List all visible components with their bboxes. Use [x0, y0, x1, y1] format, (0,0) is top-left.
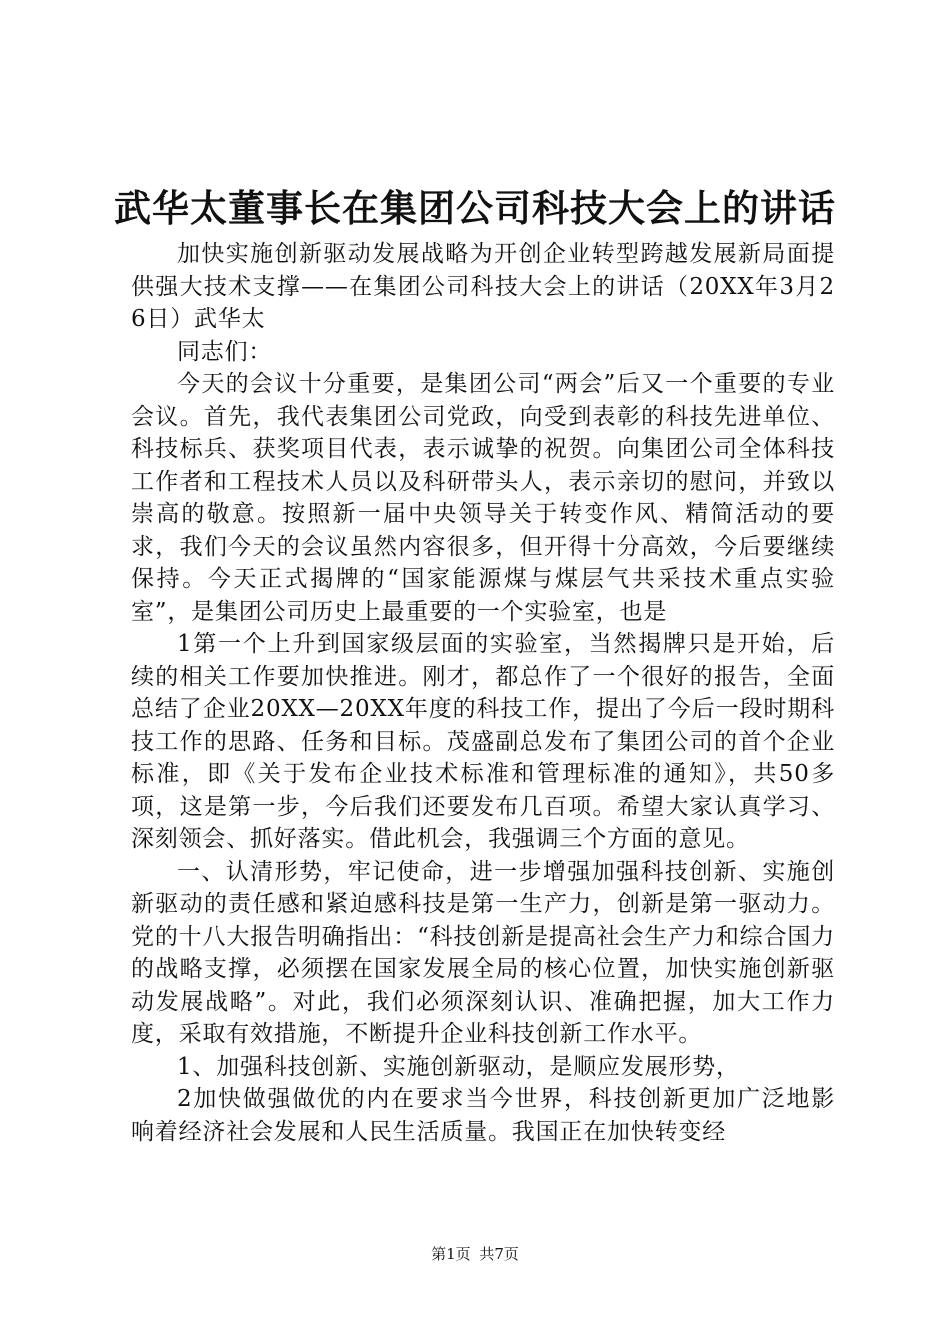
paragraph-section-one: 一、认清形势，牢记使命，进一步增强加强科技创新、实施创新驱动的责任感和紧迫感科技是第一生产力，创新是第一驱动力。党的十八大报告明确指出：“科技创新是提高社会生产力和综合国力的战略支撑，必须摆在国家发展全局的核心位置，加快实施创新驱动发展战略”。对此，我们必须深刻认识、准确把握，加大工作力度，采取有效措施，不断提升企业科技创新工作水平。 [131, 858, 835, 1047]
paragraph-salutation: 同志们： [177, 338, 273, 365]
paragraph-laboratory: 1第一个上升到国家级层面的实验室，当然揭牌只是开始，后续的相关工作要加快推进。刚才，都总作了一个很好的报告，全面总结了企业20XX—20XX年度的科技工作，提出了今后一段时期科技工作的思路、任务和目标。茂盛副总发布了集团公司的首个企业标准，即《关于发布企业技术标准和管理标准的通知》，共50多项，这是第一步，今后我们还要发布几百项。希望大家认真学习、深刻领会、抓好落实。借此机会，我强调三个方面的意见。 [131, 631, 835, 852]
page-title: 武华太董事长在集团公司科技大会上的讲话 [114, 186, 836, 230]
paragraph-point-two: 2加快做强做优的内在要求当今世界，科技创新更加广泛地影响着经济社会发展和人民生活质量。我国正在加快转变经 [131, 1086, 835, 1145]
page-total: 共7页 [479, 1245, 519, 1263]
document-body [131, 238, 835, 1148]
page-footer [0, 1244, 950, 1264]
page-number: 第1页 [431, 1245, 471, 1263]
paragraph-opening: 今天的会议十分重要，是集团公司“两会”后又一个重要的专业会议。首先，我代表集团公司党政，向受到表彰的科技先进单位、科技标兵、获奖项目代表，表示诚挚的祝贺。向集团公司全体科技工作者和工程技术人员以及科研带头人，表示亲切的慰问，并致以崇高的敬意。按照新一届中央领导关于转变作风、精简活动的要求，我们今天的会议虽然内容很多，但开得十分高效，今后要继续保持。今天正式揭牌的“国家能源煤与煤层气共采技术重点实验室”，是集团公司历史上最重要的一个实验室，也是 [131, 371, 835, 625]
paragraph-point-one: 1、加强科技创新、实施创新驱动，是顺应发展形势， [177, 1053, 740, 1080]
paragraph-subtitle: 加快实施创新驱动发展战略为开创企业转型跨越发展新局面提供强大技术支撑——在集团公司科技大会上的讲话（20XX年3月26日）武华太 [131, 241, 835, 332]
